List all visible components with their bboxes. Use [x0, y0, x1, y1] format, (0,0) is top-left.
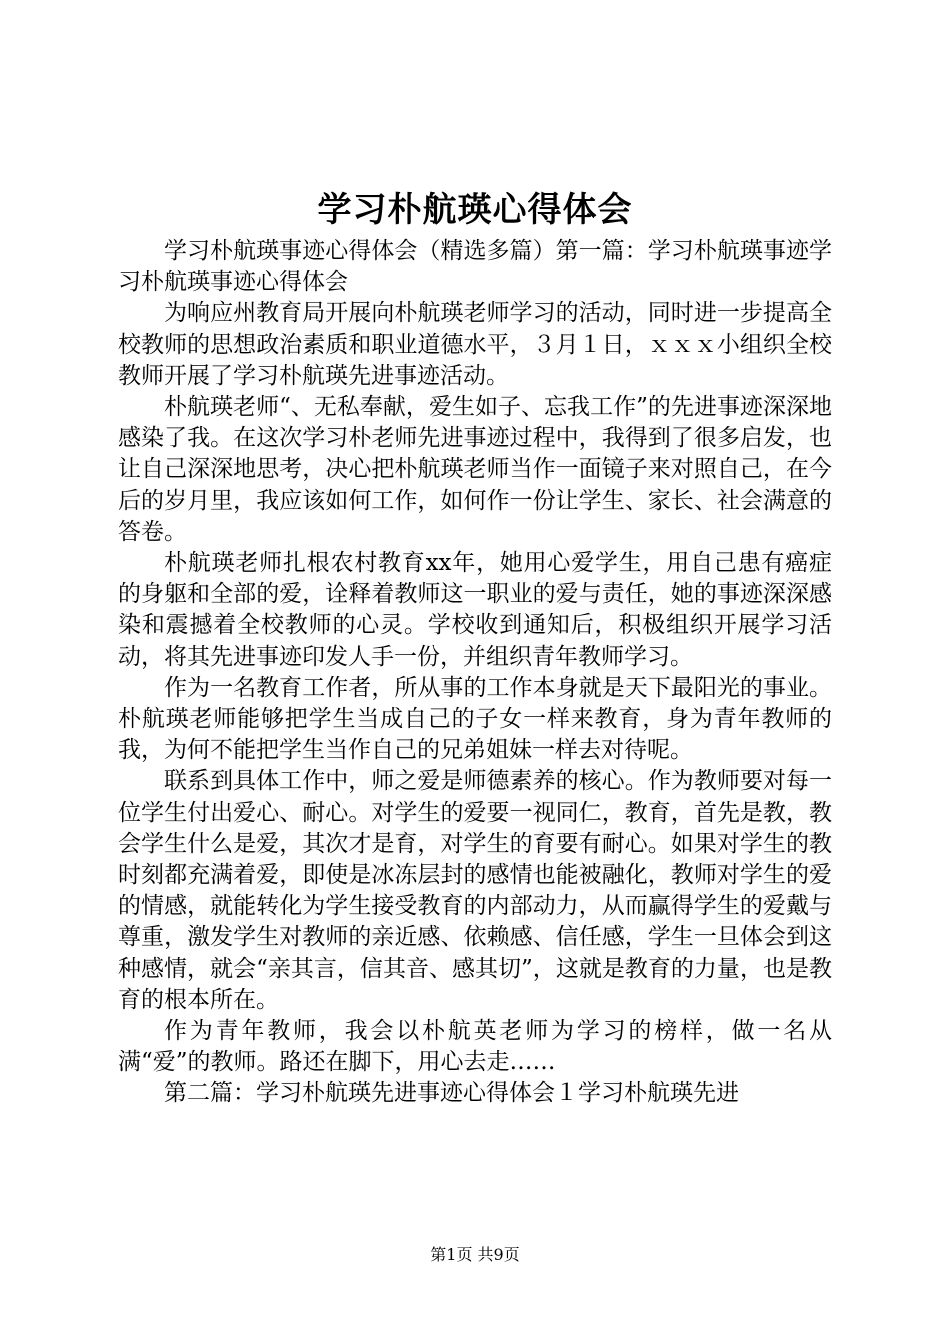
page-number-footer: 第1页 共9页 — [430, 1245, 520, 1264]
paragraph: 联系到具体工作中，师之爱是师德素养的核心。作为教师要对每一位学生付出爱心、耐心。对学生的爱要一视同仁，教育，首先是教，教会学生什么是爱，其次才是育，对学生的育要有耐心。如果对学生的教时刻都充满着爱，即使是冰冻层封的感情也能被融化，教师对学生的爱的情感，就能转化为学生接受教育的内部动力，从而赢得学生的爱戴与尊重，激发学生对教师的亲近感、依赖感、信任感，学生一旦体会到这种感情，就会“亲其言，信其音、感其切”，这就是教育的力量，也是教育的根本所在。 — [118, 768, 832, 1013]
paragraph: 学习朴航瑛事迹心得体会（精选多篇）第一篇：学习朴航瑛事迹学习朴航瑛事迹心得体会 — [118, 238, 832, 296]
paragraph: 朴航瑛老师扎根农村教育xx年，她用心爱学生，用自己患有癌症的身躯和全部的爱，诠释着教师这一职业的爱与责任，她的事迹深深感染和震撼着全校教师的心灵。学校收到通知后，积极组织开展学习活动，将其先进事迹印发人手一份，并组织青年教师学习。 — [118, 550, 832, 670]
paragraph: 为响应州教育局开展向朴航瑛老师学习的活动，同时进一步提高全校教师的思想政治素质和职业道德水平，３月１日，ｘｘｘ小组织全校教师开展了学习朴航瑛先进事迹活动。 — [118, 300, 832, 389]
document-body — [118, 236, 832, 1110]
document-title: 学习朴航瑛心得体会 — [317, 190, 633, 230]
paragraph: 朴航瑛老师“、无私奉献，爱生如子、忘我工作”的先进事迹深深地感染了我。在这次学习朴老师先进事迹过程中，我得到了很多启发，也让自己深深地思考，决心把朴航瑛老师当作一面镜子来对照自己，在今后的岁月里，我应该如何工作，如何作一份让学生、家长、社会满意的答卷。 — [118, 394, 832, 545]
paragraph: 作为一名教育工作者，所从事的工作本身就是天下最阳光的事业。朴航瑛老师能够把学生当成自己的子女一样来教育，身为青年教师的我，为何不能把学生当作自己的兄弟姐妹一样去对待呢。 — [118, 674, 832, 764]
paragraph: 作为青年教师，我会以朴航英老师为学习的榜样，做一名从满“爱”的教师。路还在脚下，用心去走…… — [118, 1018, 832, 1076]
paragraph: 第二篇：学习朴航瑛先进事迹心得体会１学习朴航瑛先进 — [164, 1080, 739, 1107]
